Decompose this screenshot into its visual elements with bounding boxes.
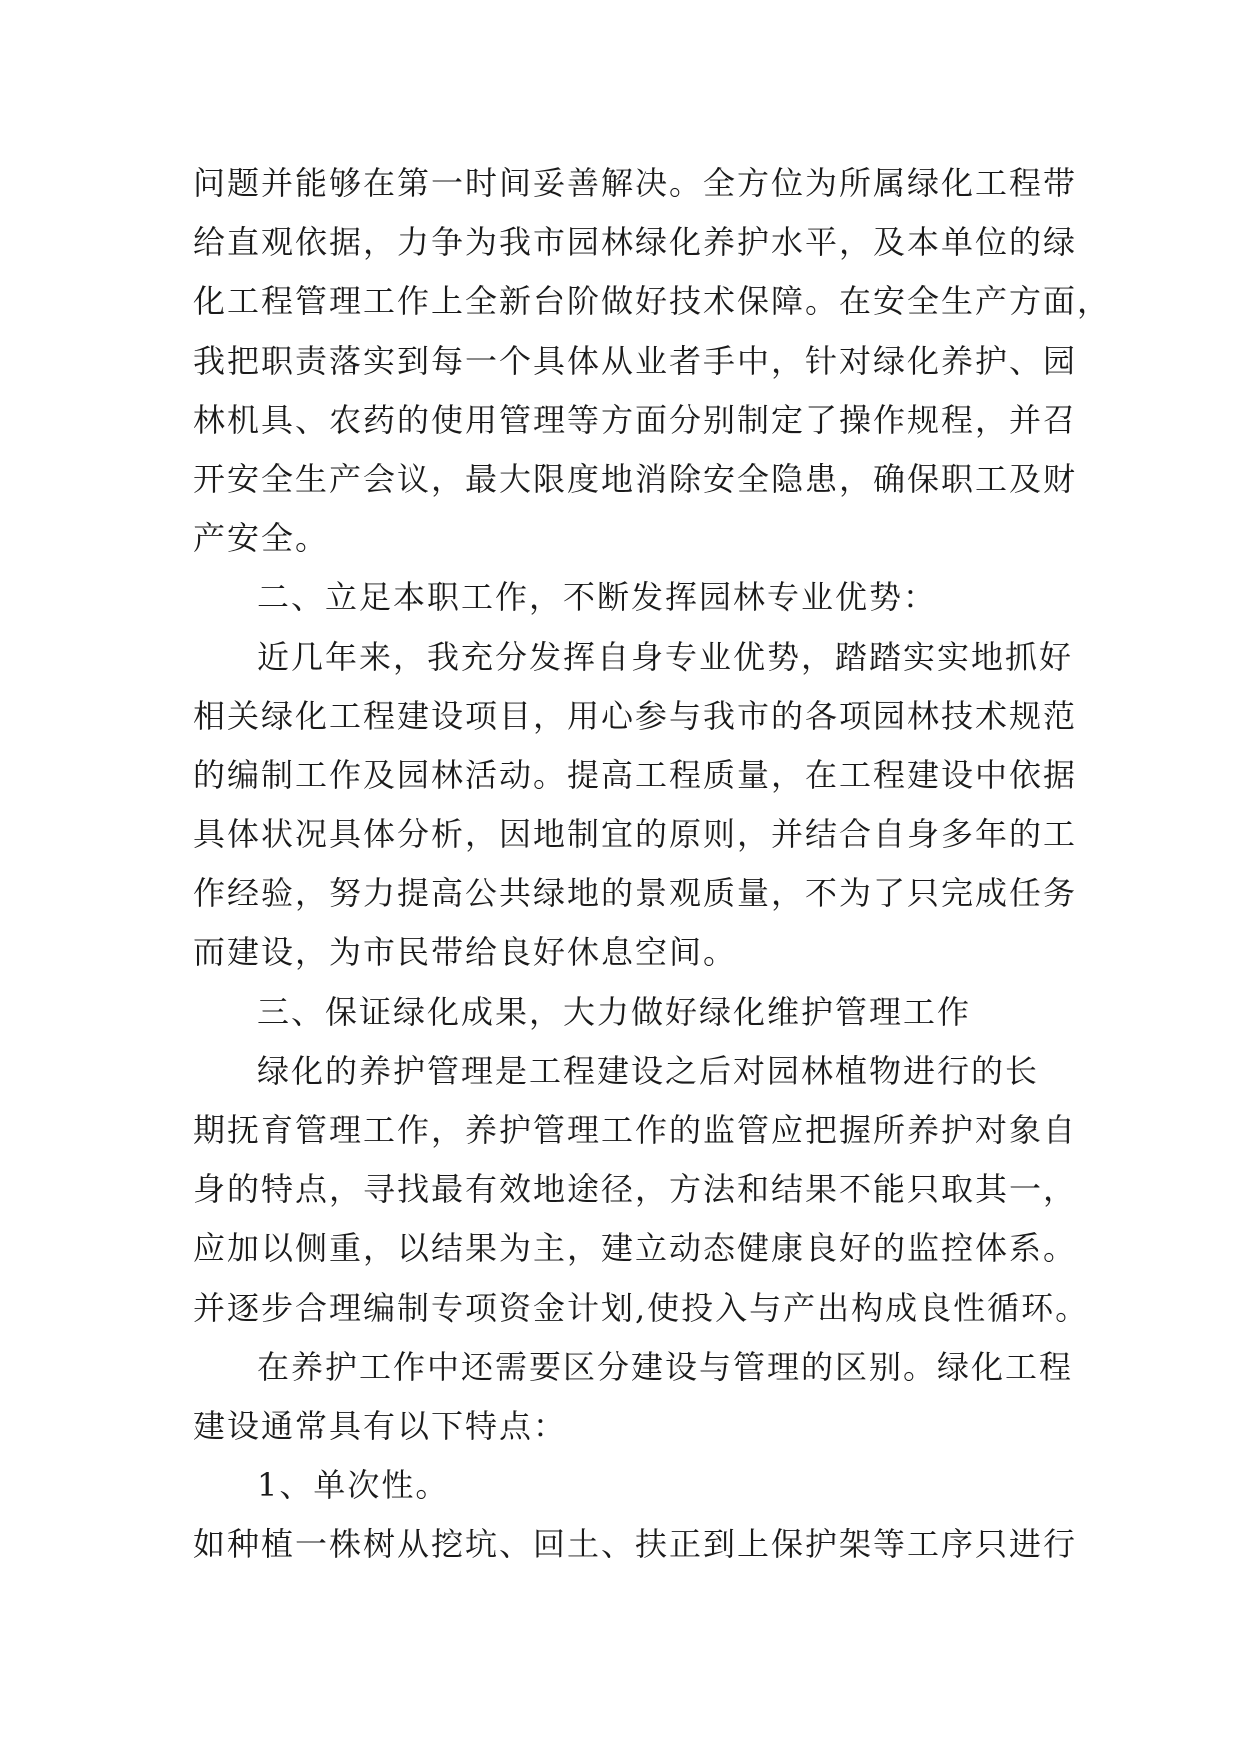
text-line: 作经验，努力提高公共绿地的景观质量，不为了只完成任务 bbox=[193, 874, 1078, 913]
text-line: 具体状况具体分析，因地制宜的原则，并结合自身多年的工 bbox=[193, 815, 1078, 854]
text-line: 开安全生产会议，最大限度地消除安全隐患，确保职工及财 bbox=[193, 459, 1078, 498]
text-line: 给直观依据，力争为我市园林绿化养护水平，及本单位的绿 bbox=[193, 223, 1078, 262]
text-line: 建设通常具有以下特点： bbox=[193, 1406, 568, 1445]
text-line: 期抚育管理工作，养护管理工作的监管应把握所养护对象自 bbox=[193, 1111, 1078, 1149]
text-line: 身的特点，寻找最有效地途径，方法和结果不能只取其一， bbox=[193, 1170, 1078, 1209]
section-heading-2: 二、立足本职工作，不断发挥园林专业优势： bbox=[257, 578, 938, 617]
body-text bbox=[193, 154, 1112, 1575]
text-line: 林机具、农药的使用管理等方面分别制定了操作规程，并召 bbox=[193, 400, 1078, 439]
text-line: 而建设，为市民带给良好休息空间。 bbox=[193, 933, 738, 972]
text-line: 应加以侧重，以结果为主，建立动态健康良好的监控体系。 bbox=[193, 1229, 1078, 1268]
text-line: 产安全。 bbox=[193, 519, 330, 558]
text-line: 并逐步合理编制专项资金计划,使投入与产出构成良性循环。 bbox=[193, 1288, 1090, 1327]
section-heading-3: 三、保证绿化成果，大力做好绿化维护管理工作 bbox=[257, 992, 972, 1031]
paragraph-start: 绿化的养护管理是工程建设之后对园林植物进行的长 bbox=[257, 1051, 1040, 1090]
text-line: 化工程管理工作上全新台阶做好技术保障。在安全生产方面， bbox=[193, 282, 1112, 321]
text-line: 我把职责落实到每一个具体从业者手中，针对绿化养护、园 bbox=[193, 341, 1078, 380]
paragraph-start: 近几年来，我充分发挥自身专业优势，踏踏实实地抓好 bbox=[257, 637, 1074, 676]
text-line: 的编制工作及园林活动。提高工程质量，在工程建设中依据 bbox=[193, 755, 1078, 794]
text-line: 如种植一株树从挖坑、回土、扶正到上保护架等工序只进行 bbox=[193, 1525, 1078, 1564]
list-item-1: 1、单次性。 bbox=[257, 1466, 450, 1505]
paragraph-start: 在养护工作中还需要区分建设与管理的区别。绿化工程 bbox=[257, 1347, 1074, 1386]
text-line: 相关绿化工程建设项目，用心参与我市的各项园林技术规范 bbox=[193, 696, 1078, 735]
text-line: 问题并能够在第一时间妥善解决。全方位为所属绿化工程带 bbox=[193, 164, 1078, 202]
